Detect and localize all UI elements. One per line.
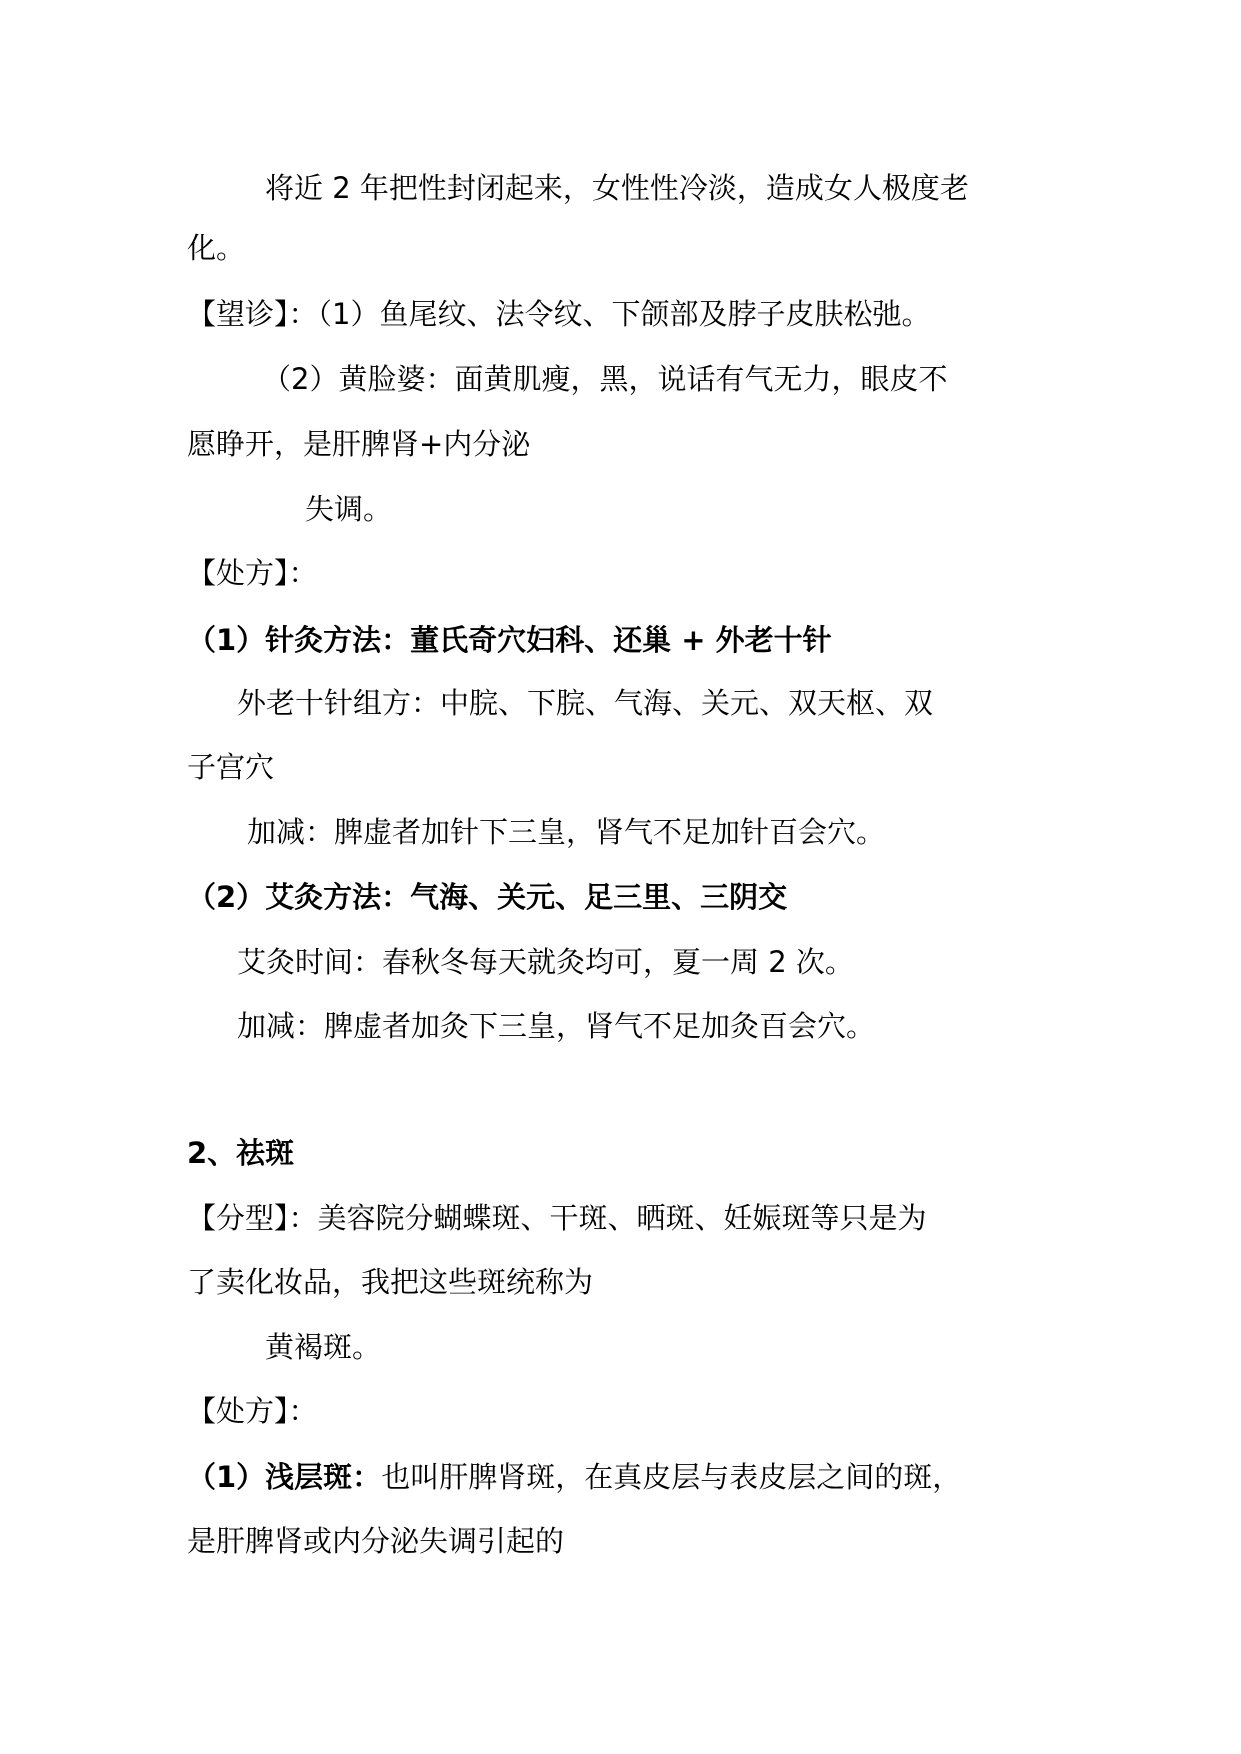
paragraph-line: 艾灸时间：春秋冬每天就灸均可，夏一周 2 次。 [237, 945, 854, 979]
subheading-acupuncture: （1）针灸方法：董氏奇穴妇科、还巢 + 外老十针 [187, 623, 832, 657]
paragraph-line: 愿睁开，是肝脾肾+内分泌 [187, 427, 531, 461]
paragraph-line: 子宫穴 [187, 750, 275, 784]
section-label-classification: 【分型】：美容院分蝴蝶斑、干斑、晒斑、妊娠斑等只是为 [187, 1201, 927, 1235]
paragraph-line: 黄褐斑。 [265, 1330, 382, 1364]
paragraph-line: 了卖化妆品，我把这些斑统称为 [187, 1265, 594, 1299]
paragraph-line: （2）黄脸婆：面黄肌瘦，黑，说话有气无力，眼皮不 [262, 362, 948, 396]
paragraph-line [187, 1457, 961, 1497]
paragraph-line: 将近 2 年把性封闭起来，女性性冷淡，造成女人极度老 [265, 171, 969, 205]
paragraph-line: 是肝脾肾或内分泌失调引起的 [187, 1524, 565, 1558]
section-heading-spots: 2、祛斑 [187, 1136, 295, 1170]
subheading-shallow-spots: （1）浅层斑： [187, 1460, 382, 1494]
paragraph-line: 加减：脾虚者加针下三皇，肾气不足加针百会穴。 [247, 815, 886, 849]
paragraph-line: 加减：脾虚者加灸下三皇，肾气不足加灸百会穴。 [237, 1009, 876, 1043]
paragraph-line: 化。 [187, 231, 246, 265]
paragraph-line: 外老十针组方：中脘、下脘、气海、关元、双天枢、双 [237, 686, 934, 720]
paragraph-line: 失调。 [305, 492, 393, 526]
subheading-moxibustion: （2）艾灸方法：气海、关元、足三里、三阴交 [187, 880, 788, 914]
section-label-prescription: 【处方】： [187, 1394, 318, 1428]
paragraph-text: 也叫肝脾肾斑，在真皮层与表皮层之间的斑， [381, 1460, 962, 1494]
section-label-prescription: 【处方】： [187, 556, 318, 590]
section-label-inspection: 【望诊】：（1）鱼尾纹、法令纹、下颌部及脖子皮肤松弛。 [187, 297, 931, 331]
